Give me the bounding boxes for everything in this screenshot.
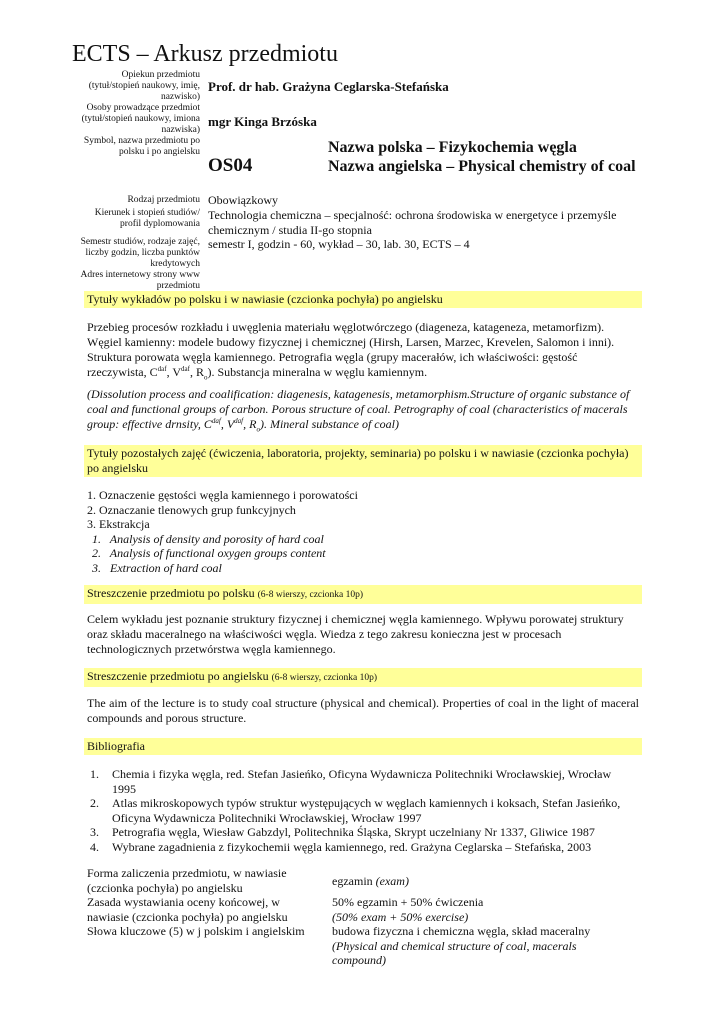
list-item: 2. Analysis of functional oxygen groups content bbox=[92, 546, 326, 560]
list-item: 1. Oznaczenie gęstości węgla kamiennego i porowatości bbox=[87, 488, 358, 502]
lectures-pl: Przebieg procesów rozkładu i uwęglenia materiału węglotwórczego (diageneza, katageneza, metamorfizm). Węgiel kamienny: modele budowy fizycznej i chemicznej (Hirsh, Larsen, Marzec, Krevelen, Salomon i inni). Struktura porowata węgla kamiennego. Petrografia węgla (grupy macerałów, ich właściwości: gęstość rzeczywista, $C^{daf}$, $V^{daf}$, $R_o$). Substancja mineralna w węglu kamiennym. bbox=[87, 320, 615, 382]
field-value: Technologia chemiczna – specjalność: ochrona środowiska w energetyce i przemyśle chemicznym / studia II-go stopnia bbox=[208, 208, 617, 237]
lectures-en: (Dissolution process and coalification: diagenesis, katagenesis, metamorphism.Structure of organic substance of coal and functional groups of carbon. Porous structure of coal. Petrography of coal (characteristics of macerals group: effective drnsity, $C^{daf}$, $V^{daf}$, $R_o$). Mineral substance of coal) bbox=[87, 387, 630, 434]
summary-pl-text: Celem wykładu jest poznanie struktury fizycznej i chemicznej węgla kamiennego. Wpływu porowatej struktury oraz składu maceralnego na właściwości węgla. Wiedza z tego zakresu konieczna jest w procesach technologicznych przetwórstwa węgla kamiennego. bbox=[87, 612, 624, 656]
form-value: egzamin (exam) bbox=[332, 874, 409, 888]
other-classes-bar: Tytuły pozostałych zajęć (ćwiczenia, laboratoria, projekty, seminaria) po polsku i w nawiasie (czcionka pochyła) po angielsku bbox=[84, 445, 642, 477]
list-item: 2. Oznaczanie tlenowych grup funkcyjnych bbox=[87, 502, 296, 517]
lectures-bar: Tytuły wykładów po polsku i w nawiasie (czcionka pochyła) po angielsku bbox=[84, 291, 642, 308]
list-item: 1. Chemia i fizyka węgla, red. Stefan Jasieńko, Oficyna Wydawnicza Politechniki Wrocławskiej, Wrocław 1995 bbox=[90, 767, 612, 796]
type-label: Rodzaj przedmiotu bbox=[127, 195, 200, 205]
list-item: 4. Wybrane zagadnienia z fizykochemii węgla kamiennego, red. Grażyna Ceglarska – Stefańska, 2003 bbox=[90, 839, 592, 854]
summary-en-text: The aim of the lecture is to study coal structure (physical and chemical). Properties of coal in the light of maceral compounds and porous structure. bbox=[87, 696, 639, 725]
grade-value: 50% egzamin + 50% ćwiczenia (50% exam + 50% exercise) bbox=[332, 895, 484, 924]
lecturer-value: Prof. dr hab. Grażyna Ceglarska-Stefańska bbox=[208, 79, 449, 94]
www-label: Adres internetowy strony www przedmiotu bbox=[80, 270, 200, 291]
teachers-value: mgr Kinga Brzóska bbox=[208, 114, 317, 129]
lecturer-label: Opiekun przedmiotu (tytuł/stopień naukowy, imię, nazwisko) bbox=[88, 70, 200, 102]
other-classes-list bbox=[87, 488, 358, 575]
keywords-value: budowa fizyczna i chemiczna węgla, skład maceralny (Physical and chemical structure of coal, macerals compound) bbox=[332, 924, 591, 967]
type-value: Obowiązkowy bbox=[208, 193, 278, 207]
document-title: ECTS – Arkusz przedmiotu bbox=[72, 41, 338, 67]
summary-pl-bar: Streszczenie przedmiotu po polsku (6-8 wierszy, czcionka 10p) bbox=[84, 585, 642, 604]
keywords-label: Słowa kluczowe (5) w j polskim i angielskim bbox=[87, 924, 305, 938]
list-item: 2. Atlas mikroskopowych typów struktur występujących w węglach kamiennych i koksach, Stefan Jasieńko, Oficyna Wydawnicza Politechniki Wrocławskiej, Wrocław 1997 bbox=[90, 796, 621, 825]
course-name-en: Nazwa angielska – Physical chemistry of coal bbox=[328, 158, 636, 175]
list-item: 3. Ekstrakcja bbox=[87, 517, 150, 531]
summary-en-bar: Streszczenie przedmiotu po angielsku (6-8 wierszy, czcionka 10p) bbox=[84, 668, 642, 687]
list-item: 3. Petrografia węgla, Wiesław Gabzdyl, Politechnika Śląska, Skrypt uczelniany Nr 1337, Gliwice 1987 bbox=[90, 825, 595, 839]
teachers-label: Osoby prowadzące przedmiot (tytuł/stopień naukowy, imiona nazwiska) bbox=[81, 103, 200, 135]
course-name-pl: Nazwa polska – Fizykochemia węgla bbox=[328, 139, 577, 156]
bibliography-bar: Bibliografia bbox=[84, 738, 642, 755]
semester-value: semestr I, godzin - 60, wykład – 30, lab. 30, ECTS – 4 bbox=[208, 237, 470, 251]
list-item: 3. Extraction of hard coal bbox=[92, 560, 222, 575]
field-label: Kierunek i stopień studiów/ profil dyplomowania bbox=[94, 208, 200, 229]
list-item: 1. Analysis of density and porosity of hard coal bbox=[92, 531, 324, 546]
course-symbol: OS04 bbox=[208, 155, 253, 176]
symbol-label: Symbol, nazwa przedmiotu po polsku i po angielsku bbox=[83, 136, 200, 157]
form-label: Forma zaliczenia przedmiotu, w nawiasie (czcionka pochyła) po angielsku bbox=[87, 866, 287, 895]
bibliography-list bbox=[90, 767, 638, 854]
grade-label: Zasada wystawiania oceny końcowej, w nawiasie (czcionka pochyła) po angielsku bbox=[87, 895, 288, 924]
semester-label: Semestr studiów, rodzaje zajęć, liczby godzin, liczba punktów kredytowych bbox=[80, 237, 200, 269]
